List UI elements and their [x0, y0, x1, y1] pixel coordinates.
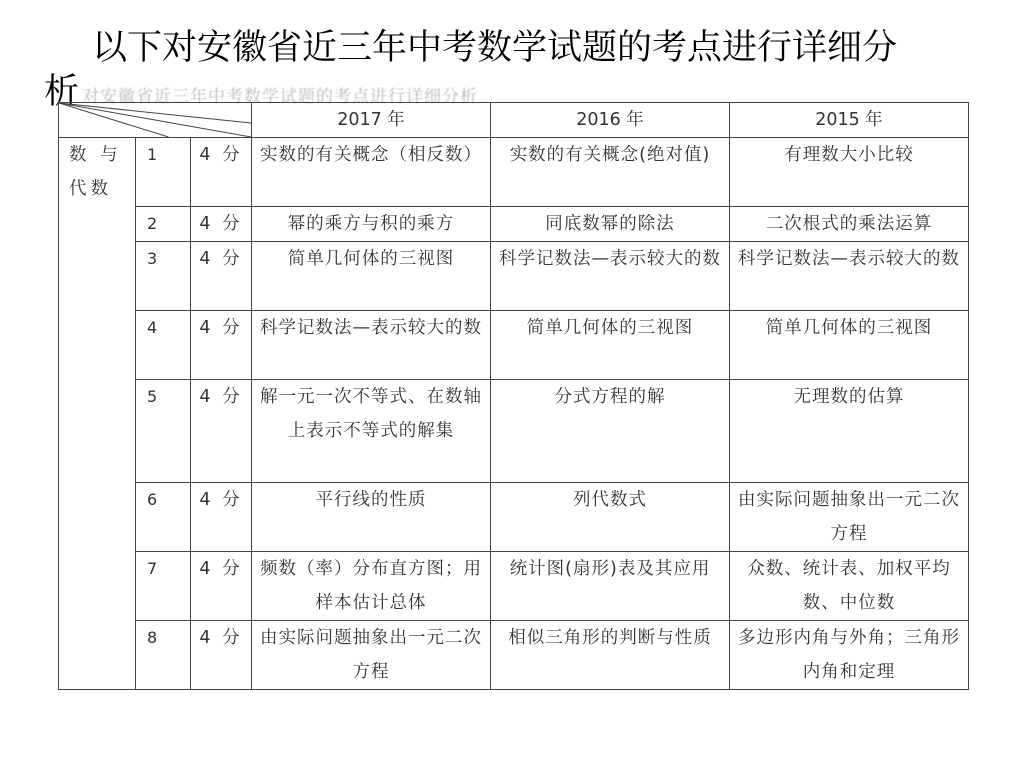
topic-2017: 简单几何体的三视图 [252, 242, 491, 311]
question-points: 4 分 [191, 242, 252, 311]
question-points: 4 分 [191, 483, 252, 552]
topic-2015: 二次根式的乘法运算 [730, 207, 969, 242]
topic-2017: 由实际问题抽象出一元二次方程 [252, 621, 491, 690]
question-points: 4 分 [191, 552, 252, 621]
topic-2016: 相似三角形的判断与性质 [491, 621, 730, 690]
question-number: 4 [136, 311, 191, 380]
question-number: 1 [136, 138, 191, 207]
topic-2016: 分式方程的解 [491, 380, 730, 483]
topic-2016: 列代数式 [491, 483, 730, 552]
topic-2016: 简单几何体的三视图 [491, 311, 730, 380]
question-number: 6 [136, 483, 191, 552]
topic-2017: 频数（率）分布直方图；用样本估计总体 [252, 552, 491, 621]
table-row [59, 483, 969, 552]
topic-2017: 解一元一次不等式、在数轴上表示不等式的解集 [252, 380, 491, 483]
exam-topics-table [58, 102, 969, 690]
topic-2015: 有理数大小比较 [730, 138, 969, 207]
year-header-2016: 2016 年 [491, 103, 730, 138]
question-points: 4 分 [191, 311, 252, 380]
topic-2016: 同底数幂的除法 [491, 207, 730, 242]
table-row [59, 242, 969, 311]
table-row [59, 207, 969, 242]
topic-2015: 简单几何体的三视图 [730, 311, 969, 380]
header-row [59, 103, 969, 138]
question-number: 3 [136, 242, 191, 311]
topic-2016: 实数的有关概念(绝对值) [491, 138, 730, 207]
diagonal-header-cell [59, 103, 252, 138]
topic-2017: 实数的有关概念（相反数） [252, 138, 491, 207]
table-row [59, 138, 969, 207]
question-number: 5 [136, 380, 191, 483]
topic-2016: 科学记数法—表示较大的数 [491, 242, 730, 311]
topic-2017: 平行线的性质 [252, 483, 491, 552]
question-points: 4 分 [191, 207, 252, 242]
topic-2015: 由实际问题抽象出一元二次方程 [730, 483, 969, 552]
topic-2015: 多边形内角与外角；三角形内角和定理 [730, 621, 969, 690]
year-header-2017: 2017 年 [252, 103, 491, 138]
table-row [59, 621, 969, 690]
question-points: 4 分 [191, 138, 252, 207]
topic-2017: 幂的乘方与积的乘方 [252, 207, 491, 242]
topic-2015: 无理数的估算 [730, 380, 969, 483]
table-row [59, 552, 969, 621]
slide-title-line1: 以下对安徽省近三年中考数学试题的考点进行详细分 [92, 28, 898, 68]
question-number: 2 [136, 207, 191, 242]
question-number: 8 [136, 621, 191, 690]
topic-2015: 科学记数法—表示较大的数 [730, 242, 969, 311]
faint-subtitle: 对安徽省近三年中考数学试题的考点进行详细分析 [82, 87, 478, 107]
category-cell: 数 与 代数 [59, 138, 136, 690]
topic-2016: 统计图(扇形)表及其应用 [491, 552, 730, 621]
year-header-2015: 2015 年 [730, 103, 969, 138]
topic-2015: 众数、统计表、加权平均数、中位数 [730, 552, 969, 621]
question-points: 4 分 [191, 380, 252, 483]
table-row [59, 311, 969, 380]
topic-2017: 科学记数法—表示较大的数 [252, 311, 491, 380]
slide-title-line2: 析 [44, 72, 80, 112]
table-row [59, 380, 969, 483]
diagonal-lines [59, 103, 251, 137]
question-number: 7 [136, 552, 191, 621]
question-points: 4 分 [191, 621, 252, 690]
